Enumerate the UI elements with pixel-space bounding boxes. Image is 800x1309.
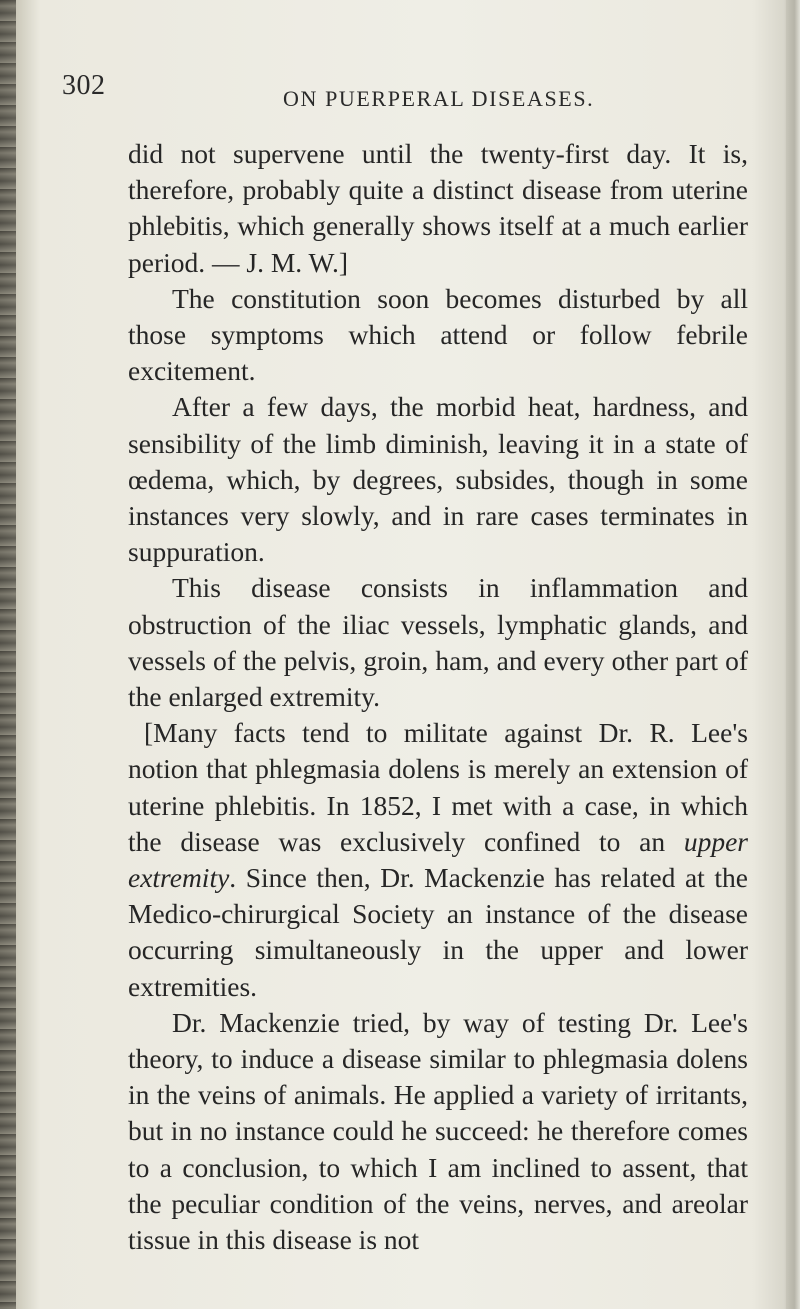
emphasis-upper-extremity: upper extremity (128, 825, 748, 894)
paragraph-after-few-days: After a few days, the morbid heat, hardness, and sensibility of the limb diminish, leaving it in a state of œdema, which, by degrees, subsides, though in some instances very slowly, and in rare cases terminates in suppuration. (128, 391, 748, 568)
paragraph-constitution: The constitution soon becomes disturbed by all those symptoms which attend or follow febrile excitement. (128, 282, 748, 387)
many-facts-text-after: . Since then, Dr. Mackenzie has related at the Medico-chirurgical Society an instance of the disease occurring simultaneously in the upper and lower extremities. (128, 862, 748, 1002)
paragraph-continued: did not supervene until the twenty-first day. It is, therefore, probably quite a distinct disease from uterine phlebitis, which generally shows itself at a much earlier period. — J. M. W.] (128, 138, 748, 278)
page-number: 302 (62, 70, 106, 101)
paragraph-mackenzie-tried: Dr. Mackenzie tried, by way of testing Dr. Lee's theory, to induce a disease similar to phlegmasia dolens in the veins of animals. He applied a variety of irritants, but in no instance could he succeed: he therefore comes to a conclusion, to which I am inclined to assent, that the peculiar condition of the veins, nerves, and areolar tissue in this disease is not (128, 1006, 748, 1256)
many-facts-text-before: [Many facts tend to militate against Dr. R. Lee's notion that phlegmasia dolens is merely an extension of uterine phlebitis. In 1852, I met with a case, in which the disease was exclusively confined to an (128, 717, 748, 857)
paragraph-disease-consists: This disease consists in inflammation and obstruction of the iliac vessels, lymphatic glands, and vessels of the pelvis, groin, ham, and every other part of the enlarged extremity. (128, 572, 748, 713)
paragraph-many-facts (128, 715, 748, 1005)
page-left-edge-shadow (0, 0, 16, 1309)
page-right-edge (786, 0, 800, 1309)
running-head: ON PUERPERAL DISEASES. (283, 86, 595, 111)
body-text (128, 136, 748, 1258)
